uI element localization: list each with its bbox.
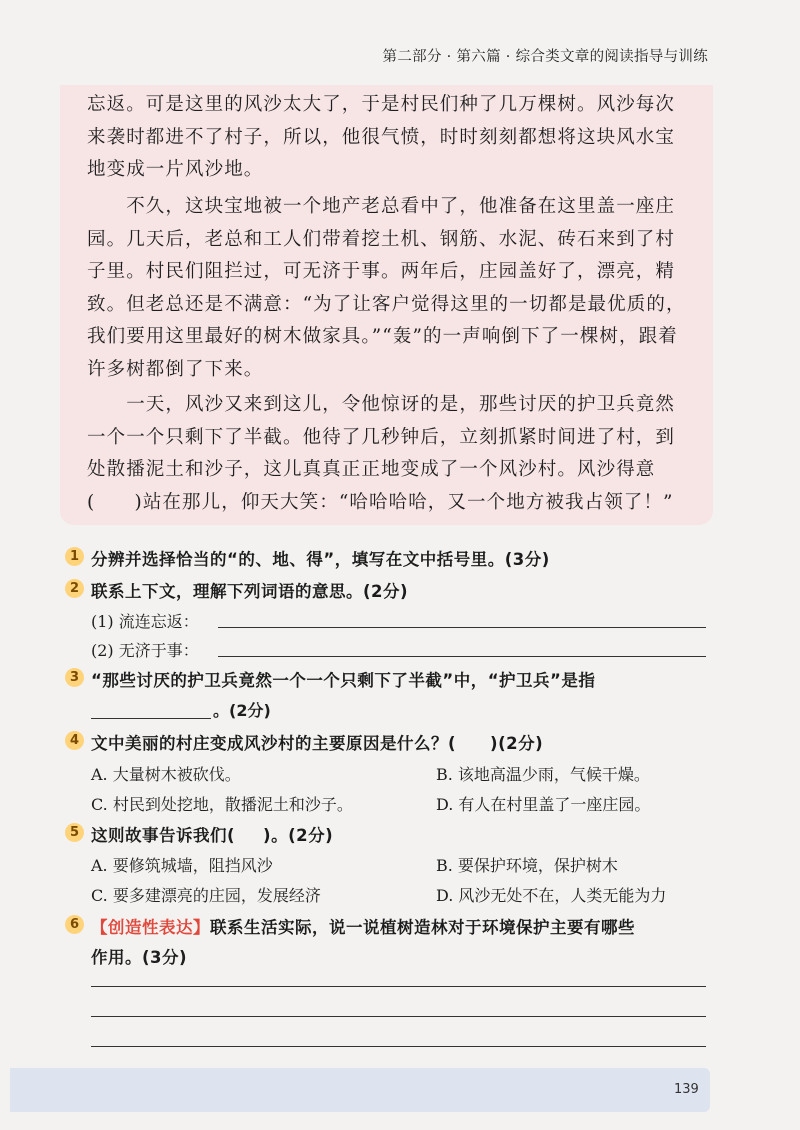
page-number: 139 (674, 1082, 699, 1097)
q5-text-after: )。(2分) (263, 826, 334, 845)
q6-text-line-2: 作用。(3分) (91, 948, 188, 967)
q3-blank-row (91, 698, 271, 721)
question-text (91, 822, 333, 846)
question-text: 分辨并选择恰当的“的、地、得”，填写在文中括号里。(3分) (91, 550, 550, 569)
question-number-badge: 2 (65, 579, 84, 598)
q5-option-b[interactable]: B. 要保护环境，保护树木 (436, 856, 618, 875)
q2-item-2-answer-line[interactable] (218, 656, 706, 657)
question-number-badge: 5 (65, 823, 84, 842)
q5-text-before: 这则故事告诉我们( (91, 826, 236, 845)
q3-tail: 。(2分) (213, 701, 271, 720)
question-number-badge: 1 (65, 547, 84, 566)
q3-answer-blank[interactable] (91, 718, 211, 719)
question-number-badge: 6 (65, 915, 84, 934)
q4-option-a[interactable]: A. 大量树木被砍伐。 (91, 765, 241, 784)
question-number-badge: 3 (65, 668, 84, 687)
q5-option-d[interactable]: D. 风沙无处不在，人类无能为力 (436, 886, 667, 905)
q6-answer-line-1[interactable] (91, 986, 706, 987)
q6-answer-line-3[interactable] (91, 1046, 706, 1047)
q5-option-a[interactable]: A. 要修筑城墙，阻挡风沙 (91, 856, 273, 875)
q4-text-after: )(2分) (490, 734, 544, 753)
page-header: 第二部分 · 第六篇 · 综合类文章的阅读指导与训练 (382, 49, 708, 65)
reading-passage (60, 85, 713, 525)
q4-option-d[interactable]: D. 有人在村里盖了一座庄园。 (436, 795, 651, 814)
question-text (91, 730, 543, 754)
passage-paragraph-2: 不久，这块宝地被一个地产老总看中了，他准备在这里盖一座庄园。几天后，老总和工人们带着挖土机、钢筋、水泥、砖石来到了村子里。村民们阻拦过，可无济于事。两年后，庄园盖好了，漂亮，精致。但老总还是不满意：“为了让客户觉得这里的一切都是最优质的，我们要用这里最好的树木做家具。”“轰”的一声响倒下了一棵树，跟着许多树都倒了下来。 (87, 196, 686, 380)
q6-answer-line-2[interactable] (91, 1016, 706, 1017)
q4-option-b[interactable]: B. 该地高温少雨，气候干燥。 (436, 765, 650, 784)
q2-item-2-label: (2) 无济于事： (91, 641, 199, 660)
q2-item-1-answer-line[interactable] (218, 627, 706, 628)
question-text: 联系上下文，理解下列词语的意思。(2分) (91, 582, 409, 601)
creative-expression-tag: 【创造性表达】 (91, 918, 210, 937)
passage-paragraph-1: 忘返。可是这里的风沙太大了，于是村民们种了几万棵树。风沙每次来袭时都进不了村子，所以，他很气愤，时时刻刻都想将这块风水宝地变成一片风沙地。 (87, 94, 676, 181)
question-number-badge: 4 (65, 731, 84, 750)
q2-item-1-label: (1) 流连忘返： (91, 612, 199, 631)
passage-paragraph-3: 一天，风沙又来到这儿，令他惊讶的是，那些讨厌的护卫兵竟然一个一个只剩下了半截。他待了几秒钟后，立刻抓紧时间进了村，到处散播泥土和沙子，这儿真真正正地变成了一个风沙村。风沙得意( )站在那儿，仰天大笑：“哈哈哈哈，又一个地方被我占领了！” (87, 394, 676, 513)
q4-text-before: 文中美丽的村庄变成风沙村的主要原因是什么？( (91, 734, 457, 753)
footer-band (10, 1068, 710, 1112)
q6-text: 联系生活实际，说一说植树造林对于环境保护主要有哪些 (210, 918, 635, 937)
question-text (91, 914, 635, 938)
q4-option-c[interactable]: C. 村民到处挖地，散播泥土和沙子。 (91, 795, 353, 814)
q5-option-c[interactable]: C. 要多建漂亮的庄园，发展经济 (91, 886, 321, 905)
question-text: “那些讨厌的护卫兵竟然一个一个只剩下了半截”中，“护卫兵”是指 (91, 671, 596, 690)
